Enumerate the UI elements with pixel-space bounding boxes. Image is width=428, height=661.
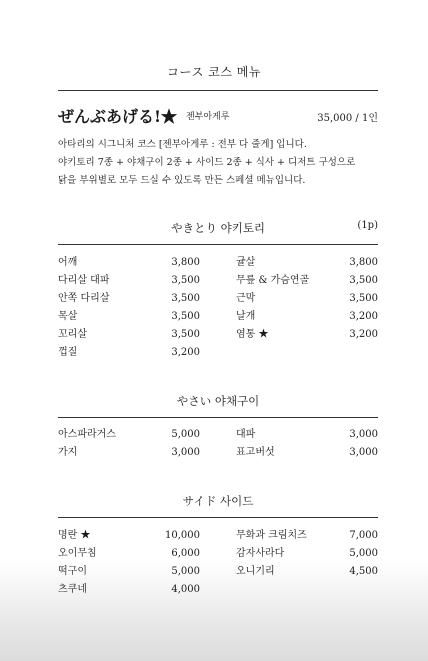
item-price: 3,500 bbox=[171, 329, 200, 340]
item-price: 3,500 bbox=[171, 275, 200, 286]
menu-item bbox=[58, 527, 200, 545]
item-name: 무화과 크림치즈 bbox=[236, 530, 307, 541]
item-price: 3,200 bbox=[349, 329, 378, 340]
item-name: 츠쿠네 bbox=[58, 584, 87, 595]
menu-item bbox=[58, 272, 200, 290]
item-price: 5,000 bbox=[171, 429, 200, 440]
item-name: 목살 bbox=[58, 311, 78, 322]
menu-item bbox=[236, 545, 378, 563]
course-row bbox=[58, 100, 378, 130]
item-price: 3,500 bbox=[171, 293, 200, 304]
menu-item bbox=[58, 308, 200, 326]
menu-item bbox=[236, 290, 378, 308]
divider bbox=[58, 517, 378, 518]
item-price: 3,800 bbox=[349, 257, 378, 268]
item-name: 귤살 bbox=[236, 257, 256, 268]
item-name: 명란 ★ bbox=[58, 530, 91, 541]
item-price: 3,000 bbox=[349, 447, 378, 458]
item-name: 오니기리 bbox=[236, 566, 275, 577]
category-header bbox=[58, 393, 378, 411]
item-name: 떡구이 bbox=[58, 566, 87, 577]
menu-item bbox=[58, 344, 200, 362]
description-line: 아타리의 시그니처 코스 [젠부아게루 : 전부 다 줄게] 입니다. bbox=[58, 139, 307, 150]
item-name: 어깨 bbox=[58, 257, 78, 268]
menu-item bbox=[236, 426, 378, 444]
description-line: 닭을 부위별로 모두 드실 수 있도록 만든 스페셜 메뉴입니다. bbox=[58, 175, 306, 186]
item-price: 5,000 bbox=[349, 548, 378, 559]
course-description bbox=[58, 136, 378, 190]
menu-item bbox=[58, 545, 200, 563]
item-price: 3,000 bbox=[171, 447, 200, 458]
course-name: ぜんぶあげる!★ bbox=[58, 107, 178, 126]
item-price: 7,000 bbox=[349, 530, 378, 541]
category-header bbox=[58, 220, 378, 238]
item-price: 3,800 bbox=[171, 257, 200, 268]
item-name: 꼬리살 bbox=[58, 329, 87, 340]
item-price: 6,000 bbox=[171, 548, 200, 559]
menu-item bbox=[236, 563, 378, 581]
menu-item bbox=[236, 272, 378, 290]
category-title: サイド 사이드 bbox=[182, 494, 254, 508]
menu-item bbox=[58, 290, 200, 308]
page-title: コース 코스 메뉴 bbox=[167, 65, 261, 79]
description-line: 야키토리 7종 + 야채구이 2종 + 사이드 2종 + 식사 + 디저트 구성으로 bbox=[58, 157, 356, 168]
item-name: 표고버섯 bbox=[236, 447, 275, 458]
menu-item bbox=[58, 326, 200, 344]
menu-item bbox=[236, 326, 378, 344]
item-price: 4,000 bbox=[171, 584, 200, 595]
item-price: 3,500 bbox=[171, 311, 200, 322]
menu-item bbox=[236, 254, 378, 272]
item-price: 3,000 bbox=[349, 429, 378, 440]
item-name: 안쪽 다리살 bbox=[58, 293, 110, 304]
course-subtitle: 젠부아게루 bbox=[186, 112, 230, 122]
menu-item bbox=[58, 254, 200, 272]
item-name: 다리살 대파 bbox=[58, 275, 110, 286]
item-name: 오이무침 bbox=[58, 548, 97, 559]
item-price: 10,000 bbox=[165, 530, 200, 541]
item-price: 3,500 bbox=[349, 293, 378, 304]
category-note: (1p) bbox=[357, 220, 378, 231]
menu-item bbox=[58, 563, 200, 581]
divider bbox=[58, 244, 378, 245]
item-price: 3,200 bbox=[349, 311, 378, 322]
menu-item bbox=[58, 581, 200, 599]
category-header bbox=[58, 493, 378, 511]
category-title: やさい 야채구이 bbox=[176, 394, 260, 408]
item-name: 대파 bbox=[236, 429, 256, 440]
course-price: 35,000 / 1인 bbox=[317, 113, 378, 124]
item-name: 가지 bbox=[58, 447, 78, 458]
item-name: 아스파라거스 bbox=[58, 429, 116, 440]
item-price: 5,000 bbox=[171, 566, 200, 577]
item-price: 3,500 bbox=[349, 275, 378, 286]
divider bbox=[58, 90, 378, 91]
menu-item bbox=[236, 308, 378, 326]
item-name: 근막 bbox=[236, 293, 256, 304]
item-name: 날개 bbox=[236, 311, 256, 322]
item-price: 3,200 bbox=[171, 347, 200, 358]
item-name: 염통 ★ bbox=[236, 329, 269, 340]
category-title: やきとり 야키토리 bbox=[170, 221, 266, 235]
item-name: 감자사라다 bbox=[236, 548, 285, 559]
menu-item bbox=[58, 444, 200, 462]
menu-item bbox=[58, 426, 200, 444]
menu-item bbox=[236, 444, 378, 462]
divider bbox=[58, 417, 378, 418]
menu-item bbox=[236, 527, 378, 545]
item-name: 껍질 bbox=[58, 347, 78, 358]
item-name: 무릎 & 가슴연골 bbox=[236, 275, 310, 286]
item-price: 4,500 bbox=[349, 566, 378, 577]
